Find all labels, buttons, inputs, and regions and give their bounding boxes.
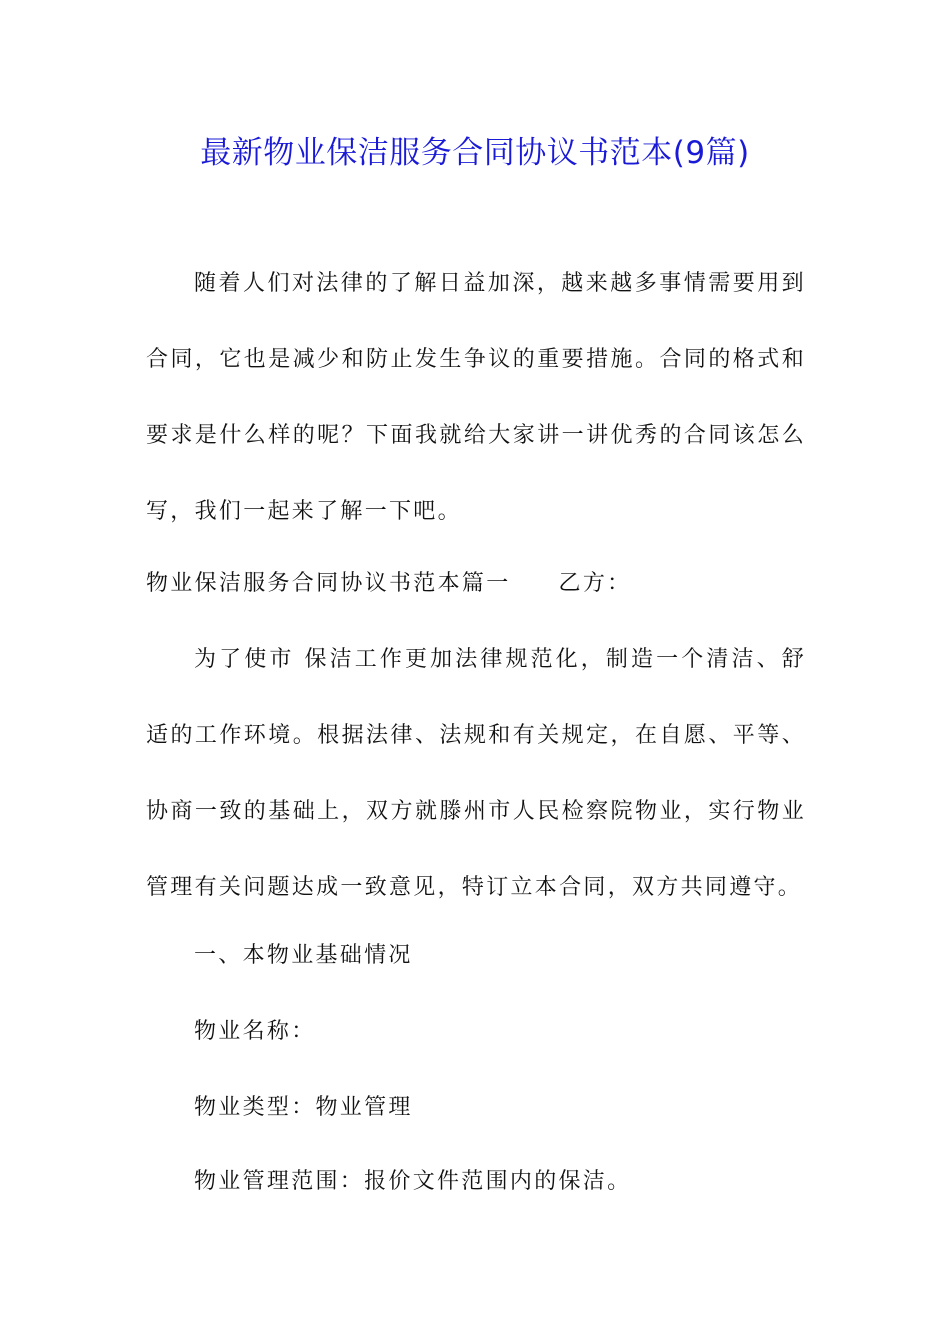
property-name-label: 物业名称：: [194, 1019, 316, 1044]
contract-paragraph: 为了使市 保洁工作更加法律规范化，制造一个清洁、舒适的工作环境。根据法律、法规和有关规定，在自愿、平等、协商一致的基础上，双方就滕州市人民检察院物业，实行物业管理有关问题达成一致意见，特订立本合同，双方共同遵守。: [146, 647, 806, 900]
management-scope-line: 物业管理范围：报价文件范围内的保洁。: [194, 1169, 632, 1194]
intro-paragraph: 随着人们对法律的了解日益加深，越来越多事情需要用到合同，它也是减少和防止发生争议的重要措施。合同的格式和要求是什么样的呢？下面我就给大家讲一讲优秀的合同该怎么写，我们一起来了解一下吧。: [146, 271, 806, 524]
document-title: 最新物业保洁服务合同协议书范本(9篇): [200, 135, 750, 171]
party-b-label: 乙方：: [558, 571, 632, 596]
property-type-line: 物业类型：物业管理: [194, 1095, 413, 1120]
article-one-heading: 一、本物业基础情况: [194, 943, 413, 968]
section-heading: 物业保洁服务合同协议书范本篇一: [146, 571, 511, 596]
section-heading-line: [146, 568, 806, 600]
